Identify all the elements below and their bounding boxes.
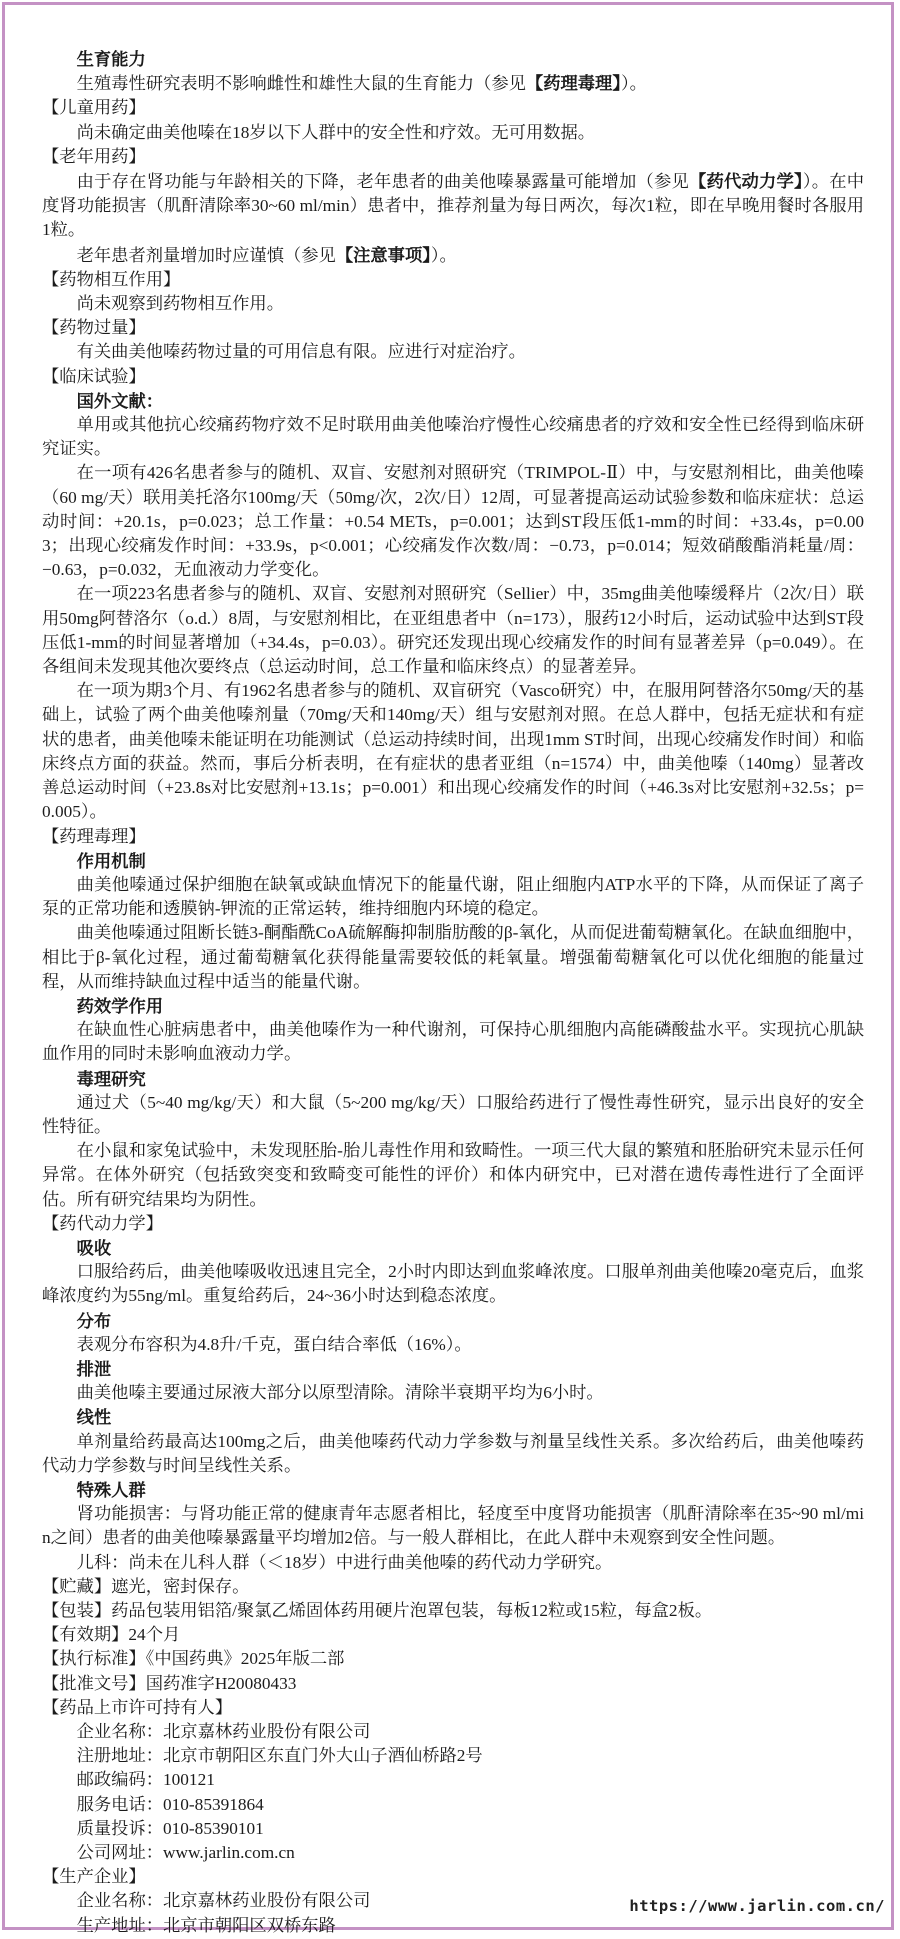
section-heading: 【批准文号】国药准字H20080433 xyxy=(42,1673,297,1693)
paragraph: 企业名称：北京嘉林药业股份有限公司 xyxy=(76,1891,371,1911)
section-heading: 【药物相互作用】 xyxy=(42,269,181,289)
bold-cross-reference: 吸收 xyxy=(76,1237,112,1258)
section-heading: 【有效期】24个月 xyxy=(42,1625,181,1645)
section-heading: 【生产企业】 xyxy=(42,1867,146,1887)
sub-heading xyxy=(42,1236,864,1260)
sub-heading xyxy=(42,1357,864,1381)
paragraph: 在一项223名患者参与的随机、双盲、安慰剂对照研究（Sellier）中，35mg曲美他嗪缓释片（2次/日）联用50mg阿替洛尔（o.d.）8周，与安慰剂相比，在亚组患者中（n=173），服药12小时后，运动试验中达到ST段压低1-mm的时间显著增加（+34.4s，p=0.03）。研究还发现出现心绞痛发作的时间有显著差异（p=0.049）。在各组间未发现其他次要终点（总运动时间，总工作量和临床终点）的显著差异。 xyxy=(42,584,864,677)
bold-cross-reference: 【药代动力学】 xyxy=(689,171,803,192)
paragraph: 邮政编码：100121 xyxy=(76,1770,215,1790)
paragraph: 表观分布容积为4.8升/千克，蛋白结合率低（16%）。 xyxy=(76,1334,472,1354)
paragraph: 服务电话：010-85391864 xyxy=(76,1794,264,1814)
paragraph: 企业名称：北京嘉林药业股份有限公司 xyxy=(76,1722,371,1742)
bold-cross-reference: 毒理研究 xyxy=(76,1068,146,1089)
paragraph: 单用或其他抗心绞痛药物疗效不足时联用曲美他嗪治疗慢性心绞痛患者的疗效和安全性已经得到临床研究证实。 xyxy=(42,415,864,459)
paragraph: 质量投诉：010-85390101 xyxy=(76,1818,264,1838)
section-heading: 【包装】药品包装用铝箔/聚氯乙烯固体药用硬片泡罩包装，每板12粒或15粒，每盒2板。 xyxy=(42,1601,713,1620)
paragraph: 单剂量给药最高达100mg之后，曲美他嗪药代动力学参数与剂量呈线性关系。多次给药后，曲美他嗪药代动力学参数与时间呈线性关系。 xyxy=(42,1431,864,1475)
paragraph: 儿科：尚未在儿科人群（＜18岁）中进行曲美他嗪的药代动力学研究。 xyxy=(76,1552,613,1572)
section-heading: 【执行标准】《中国药典》2025年版二部 xyxy=(42,1649,345,1669)
paragraph: 曲美他嗪通过保护细胞在缺氧或缺血情况下的能量代谢，阻止细胞内ATP水平的下降，从而保证了离子泵的正常功能和透膜钠-钾流的正常运转，维持细胞内环境的稳定。 xyxy=(42,874,864,919)
section-heading: 【儿童用药】 xyxy=(42,98,146,118)
bold-cross-reference: 国外文献： xyxy=(76,390,164,411)
bold-cross-reference: 【药理毒理】 xyxy=(525,73,621,94)
section-heading: 【药代动力学】 xyxy=(42,1213,163,1233)
bold-cross-reference: 【注意事项】 xyxy=(335,244,431,265)
section-heading: 【老年用药】 xyxy=(42,146,146,166)
bold-cross-reference: 线性 xyxy=(76,1407,112,1428)
paragraph: 老年患者剂量增加时应谨慎（参见【注意事项】）。 xyxy=(76,244,457,265)
section-heading: 【药理毒理】 xyxy=(42,826,146,846)
paragraph: 尚未确定曲美他嗪在18岁以下人群中的安全性和疗效。无可用数据。 xyxy=(76,122,596,142)
bold-cross-reference: 排泄 xyxy=(76,1358,112,1379)
paragraph: 在一项为期3个月、有1962名患者参与的随机、双盲研究（Vasco研究）中，在服用阿替洛尔50mg/天的基础上，试验了两个曲美他嗪剂量（70mg/天和140mg/天）组与安慰剂对照。在总人群中，包括无症状和有症状的患者，曲美他嗪未能证明在功能测试（总运动持续时间，出现1mm ST时间，出现心绞痛发作时间）和临床终点方面的获益。然而，事后分析表明，在有症状的患者亚组（n=1574）中，曲美他嗪（140mg）显著改善总运动时间（+23.8s对比安慰剂+13.1s；p=0.001）和出现心绞痛发作的时间（+46.3s对比安慰剂+32.5s；p=0.005）。 xyxy=(42,681,864,822)
paragraph: 有关曲美他嗪药物过量的可用信息有限。应进行对症治疗。 xyxy=(76,342,526,362)
bold-cross-reference: 分布 xyxy=(76,1310,112,1331)
section-heading: 【临床试验】 xyxy=(42,366,146,386)
sub-heading xyxy=(42,994,864,1018)
paragraph: 在小鼠和家兔试验中，未发现胚胎-胎儿毒性作用和致畸性。一项三代大鼠的繁殖和胚胎研究未显示任何异常。在体外研究（包括致突变和致畸变可能性的评价）和体内研究中，已对潜在遗传毒性进行了全面评估。所有研究结果均为阴性。 xyxy=(42,1141,864,1209)
bold-cross-reference: 特殊人群 xyxy=(76,1479,146,1500)
paragraph: 口服给药后，曲美他嗪吸收迅速且完全，2小时内即达到血浆峰浓度。口服单剂曲美他嗪20毫克后，血浆峰浓度约为55ng/ml。重复给药后，24~36小时达到稳态浓度。 xyxy=(42,1262,864,1306)
paragraph: 在缺血性心脏病患者中，曲美他嗪作为一种代谢剂，可保持心肌细胞内高能磷酸盐水平。实现抗心肌缺血作用的同时未影响血液动力学。 xyxy=(42,1020,864,1064)
paragraph: 注册地址：北京市朝阳区东直门外大山子酒仙桥路2号 xyxy=(76,1746,483,1766)
bold-cross-reference: 生育能力 xyxy=(76,49,146,69)
sub-heading xyxy=(42,1478,864,1502)
paragraph: 肾功能损害：与肾功能正常的健康青年志愿者相比，轻度至中度肾功能损害（肌酐清除率在35~90 ml/min之间）患者的曲美他嗪暴露量平均增加2倍。与一般人群相比，在此人群中未观察到安全性问题。 xyxy=(42,1504,864,1548)
paragraph: 在一项有426名患者参与的随机、双盲、安慰剂对照研究（TRIMPOL-Ⅱ）中，与安慰剂相比，曲美他嗪（60 mg/天）联用美托洛尔100mg/天（50mg/次，2次/日）12周，可显著提高运动试验参数和临床症状：总运动时间：+20.1s，p=0.023；总工作量：+0.54 METs，p=0.001；达到ST段压低1-mm的时间：+33.4s，p=0.003；出现心绞痛发作时间：+33.9s，p<0.001；心绞痛发作次数/周：−0.73，p=0.014；短效硝酸酯消耗量/周：−0.63，p=0.032，无血液动力学变化。 xyxy=(42,463,864,580)
sub-heading xyxy=(42,1405,864,1429)
paragraph: 曲美他嗪通过阻断长链3-酮酯酰CoA硫解酶抑制脂肪酸的β-氧化，从而促进葡萄糖氧化。在缺血细胞中，相比于β-氧化过程，通过葡萄糖氧化获得能量需要较低的耗氧量。增强葡萄糖氧化可以优化细胞的能量过程，从而维持缺血过程中适当的能量代谢。 xyxy=(42,923,864,991)
bold-cross-reference: 药效学作用 xyxy=(76,995,164,1016)
paragraph: 通过犬（5~40 mg/kg/天）和大鼠（5~200 mg/kg/天）口服给药进行了慢性毒性研究，显示出良好的安全性特征。 xyxy=(42,1092,864,1136)
sub-heading xyxy=(42,1309,864,1333)
paragraph: 公司网址：www.jarlin.com.cn xyxy=(76,1843,295,1863)
paragraph: 生殖毒性研究表明不影响雌性和雄性大鼠的生育能力（参见【药理毒理】）。 xyxy=(76,73,647,94)
paragraph: 由于存在肾功能与年龄相关的下降，老年患者的曲美他嗪暴露量可能增加（参见【药代动力学】）。在中度肾功能损害（肌酐清除率30~60 ml/min）患者中，推荐剂量为每日两次，每次1粒，即在早晚用餐时各服用1粒。 xyxy=(42,171,864,240)
paragraph: 尚未观察到药物相互作用。 xyxy=(76,294,284,314)
document-body xyxy=(42,47,864,1938)
sub-heading xyxy=(42,47,864,71)
section-heading: 【贮藏】遮光，密封保存。 xyxy=(42,1576,250,1596)
footer-website-url: https://www.jarlin.com.cn/ xyxy=(629,1897,885,1915)
bold-cross-reference: 作用机制 xyxy=(76,850,146,871)
sub-heading xyxy=(42,389,864,413)
drug-insert-page xyxy=(2,2,894,1935)
sub-heading xyxy=(42,849,864,873)
paragraph: 曲美他嗪主要通过尿液大部分以原型清除。清除半衰期平均为6小时。 xyxy=(76,1383,604,1403)
section-heading: 【药物过量】 xyxy=(42,318,146,338)
section-heading: 【药品上市许可持有人】 xyxy=(42,1697,233,1717)
sub-heading xyxy=(42,1067,864,1091)
paragraph: 生产地址：北京市朝阳区双桥东路 xyxy=(76,1915,336,1935)
